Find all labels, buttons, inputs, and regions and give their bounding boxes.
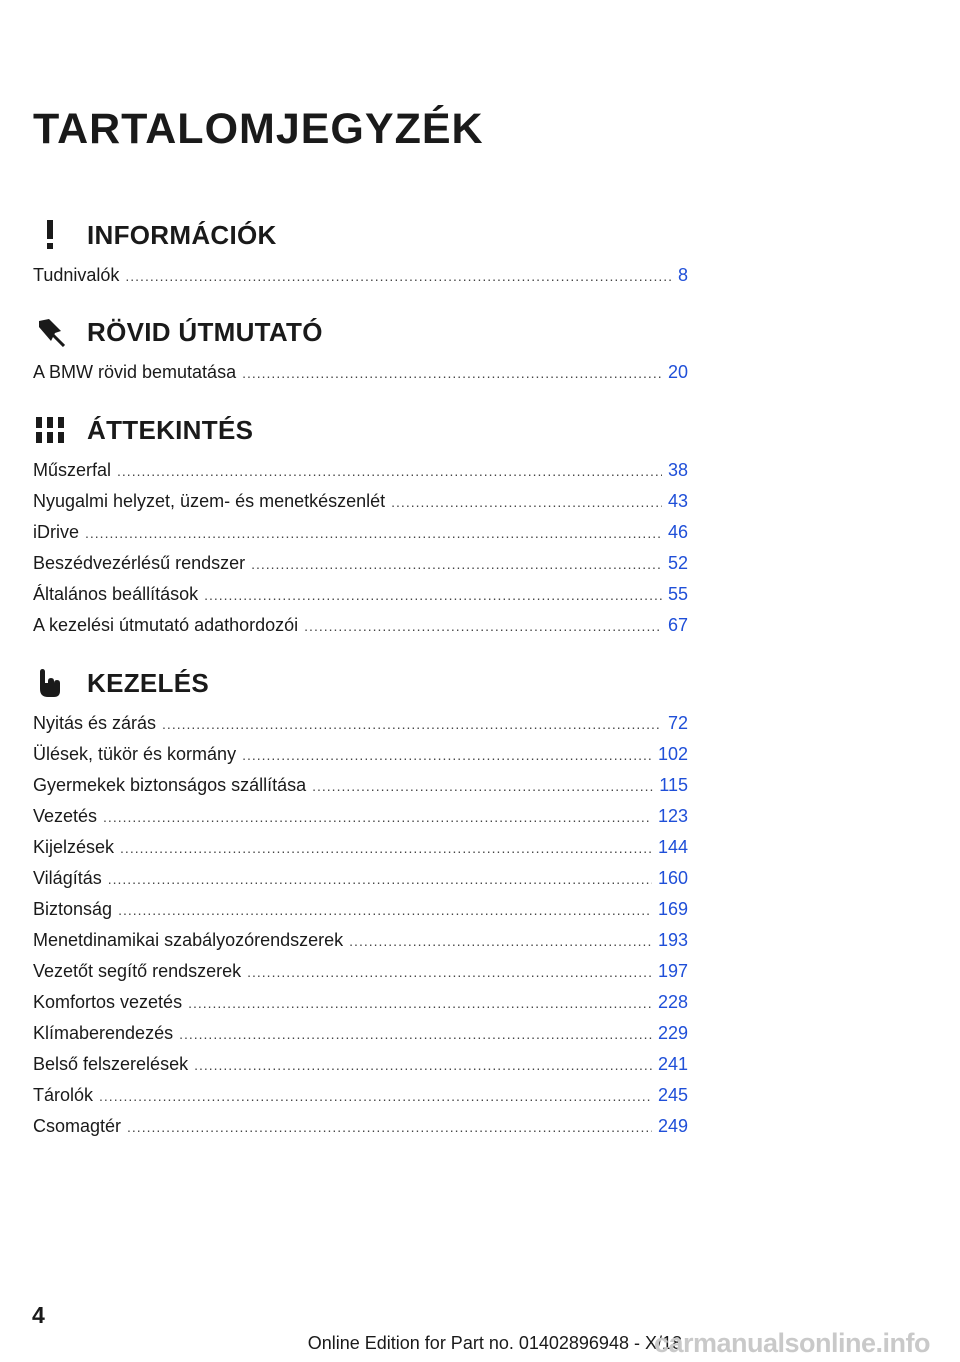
toc-entry[interactable]	[33, 770, 688, 801]
toc-entry-label: Nyugalmi helyzet, üzem- és menetkészenlét	[33, 491, 386, 511]
toc-entry[interactable]	[33, 260, 688, 291]
toc-entry-label: Műszerfal	[33, 460, 112, 480]
toc-leader-dots	[118, 895, 652, 926]
toc-page-link[interactable]: 228	[657, 992, 688, 1012]
watermark: carmanualsonline.info	[653, 1328, 930, 1358]
toc-entry[interactable]	[33, 548, 688, 579]
toc-page-link[interactable]: 160	[657, 868, 688, 888]
toc-page-link[interactable]: 169	[657, 899, 688, 919]
toc-entry[interactable]	[33, 579, 688, 610]
toc-entry[interactable]	[33, 486, 688, 517]
toc-page-link[interactable]: 144	[657, 837, 688, 857]
toc-entry-label: Tudnivalók	[33, 265, 120, 285]
toc-page-link[interactable]: 67	[667, 615, 688, 635]
toc-page-link[interactable]: 46	[667, 522, 688, 542]
toc-entry[interactable]	[33, 863, 688, 894]
toc-page-link[interactable]: 123	[657, 806, 688, 826]
section-title: ÁTTEKINTÉS	[87, 414, 254, 445]
section-header	[33, 315, 688, 349]
toc-entry-label: Általános beállítások	[33, 584, 199, 604]
toc-entry[interactable]	[33, 357, 688, 388]
toc-entry-label: Vezetőt segítő rendszerek	[33, 961, 242, 981]
toc-leader-dots	[99, 1081, 652, 1112]
toc-leader-dots	[349, 926, 652, 957]
grid-icon	[33, 413, 67, 447]
toc-entry[interactable]	[33, 610, 688, 641]
toc-entry-label: Belső felszerelések	[33, 1054, 189, 1074]
section-header	[33, 218, 688, 252]
toc-page-link[interactable]: 52	[667, 553, 688, 573]
section-header	[33, 413, 688, 447]
toc-entry[interactable]	[33, 956, 688, 987]
toc-leader-dots	[162, 709, 662, 740]
toc-entry-label: Klímaberendezés	[33, 1023, 174, 1043]
section-title: RÖVID ÚTMUTATÓ	[87, 316, 323, 347]
toc-leader-dots	[251, 549, 662, 580]
toc-page-link[interactable]: 72	[667, 713, 688, 733]
toc-entry[interactable]	[33, 925, 688, 956]
toc-page-link[interactable]: 197	[657, 961, 688, 981]
section-rovid-utmutato	[33, 315, 688, 388]
toc-entry-label: Csomagtér	[33, 1116, 122, 1136]
toc-leader-dots	[194, 1050, 652, 1081]
toc-leader-dots	[188, 988, 652, 1019]
toc-leader-dots	[242, 740, 652, 771]
toc-page-link[interactable]: 193	[657, 930, 688, 950]
toc-leader-dots	[242, 358, 662, 389]
toc-entry[interactable]	[33, 832, 688, 863]
section-attekintes	[33, 413, 688, 641]
toc-leader-dots	[247, 957, 652, 988]
section-title: KEZELÉS	[87, 667, 210, 698]
section-informaciok	[33, 218, 688, 291]
toc-entry-label: Kijelzések	[33, 837, 115, 857]
toc-page-link[interactable]: 115	[659, 775, 688, 795]
pin-icon	[33, 315, 67, 349]
toc-entry-label: Beszédvezérlésű rendszer	[33, 553, 246, 573]
toc-entry-label: Ülések, tükör és kormány	[33, 744, 237, 764]
toc-entry-label: Tárolók	[33, 1085, 94, 1105]
toc-leader-dots	[103, 802, 652, 833]
toc-page-link[interactable]: 229	[657, 1023, 688, 1043]
toc-entry-label: Gyermekek biztonságos szállítása	[33, 775, 307, 795]
toc-entry-label: Biztonság	[33, 899, 113, 919]
toc-entry[interactable]	[33, 894, 688, 925]
toc-page-link[interactable]: 55	[667, 584, 688, 604]
section-header	[33, 666, 688, 700]
toc-entry-label: iDrive	[33, 522, 80, 542]
toc-leader-dots	[391, 487, 662, 518]
page-number: 4	[32, 1302, 45, 1328]
toc-page-link[interactable]: 245	[657, 1085, 688, 1105]
toc-page-link[interactable]: 8	[677, 265, 688, 285]
toc-page-link[interactable]: 249	[657, 1116, 688, 1136]
toc-entry[interactable]	[33, 739, 688, 770]
exclamation-icon	[33, 218, 67, 252]
toc-entry[interactable]	[33, 987, 688, 1018]
section-kezeles	[33, 666, 688, 1142]
toc-entry[interactable]	[33, 517, 688, 548]
toc-entry[interactable]	[33, 801, 688, 832]
page-title: TARTALOMJEGYZÉK	[33, 105, 484, 153]
toc-entry-label: Komfortos vezetés	[33, 992, 183, 1012]
toc-leader-dots	[179, 1019, 652, 1050]
toc-entry[interactable]	[33, 1111, 688, 1142]
toc-entry-label: Világítás	[33, 868, 102, 888]
toc-entry[interactable]	[33, 1018, 688, 1049]
hand-pointer-icon	[33, 666, 67, 700]
toc-entry-label: Menetdinamikai szabályozórendszerek	[33, 930, 344, 950]
toc-page-link[interactable]: 102	[657, 744, 688, 764]
toc-entry[interactable]	[33, 455, 688, 486]
toc-entry[interactable]	[33, 1080, 688, 1111]
toc-entry-label: Vezetés	[33, 806, 98, 826]
toc-page-link[interactable]: 20	[667, 362, 688, 382]
toc-leader-dots	[312, 771, 653, 802]
toc-leader-dots	[117, 456, 662, 487]
footer-edition-text: Online Edition for Part no. 01402896948 - X/18	[307, 1333, 682, 1353]
toc-entry[interactable]	[33, 1049, 688, 1080]
section-title: INFORMÁCIÓK	[87, 219, 277, 250]
toc-entry-label: Nyitás és zárás	[33, 713, 157, 733]
toc-leader-dots	[304, 611, 662, 642]
toc-page-link[interactable]: 43	[667, 491, 688, 511]
toc-leader-dots	[127, 1112, 652, 1143]
toc-entry-label: A BMW rövid bemutatása	[33, 362, 237, 382]
toc-page-link[interactable]: 38	[667, 460, 688, 480]
toc-entry-label: A kezelési útmutató adathordozói	[33, 615, 299, 635]
toc-leader-dots	[125, 261, 672, 292]
toc-leader-dots	[204, 580, 662, 611]
toc-entry[interactable]	[33, 708, 688, 739]
toc-leader-dots	[85, 518, 662, 549]
toc-leader-dots	[120, 833, 652, 864]
toc-page-link[interactable]: 241	[657, 1054, 688, 1074]
toc-leader-dots	[108, 864, 652, 895]
